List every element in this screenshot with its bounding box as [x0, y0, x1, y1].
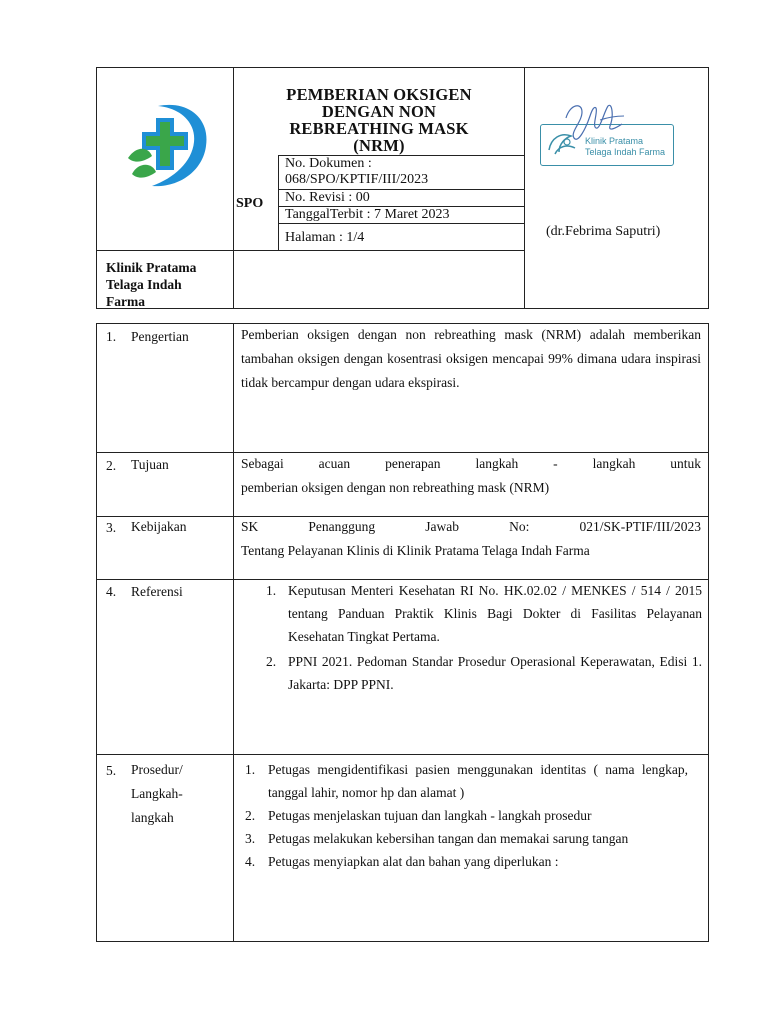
clinic-name-line: Telaga Indah — [106, 277, 182, 292]
list-item-number: 3. — [245, 831, 256, 846]
section-label-line: Prosedur/ — [131, 762, 183, 777]
procedure-list — [245, 758, 688, 873]
section-label-tujuan: Tujuan — [131, 457, 169, 472]
section-number: 2. — [106, 458, 117, 473]
section-label-referensi: Referensi — [131, 584, 183, 599]
section-text-pengertian: Pemberian oksigen dengan non rebreathing mask (NRM) adalah memberikan tambahan oksigen dengan kosentrasi oksigen mencapai 99% dimana udara inspirasi tidak bercampur dengan udara ekspirasi. — [241, 327, 701, 390]
section-label-line: langkah — [131, 810, 174, 825]
list-item-text: Keputusan Menteri Kesehatan RI No. HK.02.02 / MENKES / 514 / 2015 tentang Panduan Praktik Klinis Bagi Dokter di Fasilitas Pelayanan Kesehatan Tingkat Pertama. — [288, 583, 702, 644]
issue-date: TanggalTerbit : 7 Maret 2023 — [285, 207, 450, 222]
list-item-number: 1. — [266, 583, 277, 598]
section-label-line: Langkah- — [131, 786, 183, 801]
stamp-text-line: Klinik Pratama — [585, 136, 644, 146]
section-label-prosedur — [131, 758, 183, 830]
section-number: 1. — [106, 329, 117, 344]
section-text-kebijakan-line1: SK Penanggung Jawab No: 021/SK-PTIF/III/2023 — [241, 519, 701, 534]
page-number: Halaman : 1/4 — [285, 230, 365, 245]
section-number: 3. — [106, 520, 117, 535]
clinic-name — [106, 259, 196, 310]
list-item-number: 1. — [245, 762, 256, 777]
revision-number: No. Revisi : 00 — [285, 190, 370, 205]
section-number: 4. — [106, 584, 117, 599]
section-text-kebijakan-line2: Tentang Pelayanan Klinis di Klinik Pratama Telaga Indah Farma — [241, 543, 590, 558]
reference-list — [266, 579, 702, 696]
list-item-number: 4. — [245, 854, 256, 869]
section-label-kebijakan: Kebijakan — [131, 519, 187, 534]
clinic-name-line: Klinik Pratama — [106, 260, 197, 275]
list-item-text: PPNI 2021. Pedoman Standar Prosedur Operasional Keperawatan, Edisi 1. Jakarta: DPP PPNI. — [288, 654, 702, 692]
list-item — [245, 804, 688, 827]
list-item — [266, 579, 702, 648]
list-item-text: Petugas mengidentifikasi pasien menggunakan identitas ( nama lengkap, tanggal lahir, nomor hp dan alamat ) — [268, 762, 688, 800]
clinic-name-line: Farma — [106, 294, 145, 309]
doc-number-label: No. Dokumen : — [285, 156, 372, 171]
signer-name: (dr.Febrima Saputri) — [546, 224, 661, 239]
list-item-number: 2. — [245, 808, 256, 823]
list-item-text: Petugas menyiapkan alat dan bahan yang diperlukan : — [268, 854, 559, 869]
list-item-number: 2. — [266, 654, 277, 669]
spo-label: SPO — [236, 196, 264, 211]
list-item — [245, 850, 688, 873]
doc-number-value: 068/SPO/KPTIF/III/2023 — [285, 172, 429, 187]
list-item — [266, 650, 702, 696]
list-item-text: Petugas melakukan kebersihan tangan dan memakai sarung tangan — [268, 831, 629, 846]
section-number: 5. — [106, 763, 117, 778]
title-line: PEMBERIAN OKSIGEN — [286, 85, 472, 104]
section-label-pengertian: Pengertian — [131, 329, 189, 344]
clinic-logo — [118, 98, 210, 192]
title-line: REBREATHING MASK — [289, 119, 469, 138]
stamp-text-line: Telaga Indah Farma — [585, 147, 666, 157]
section-text-tujuan-line1: Sebagai acuan penerapan langkah - langkah untuk — [241, 456, 701, 471]
list-item — [245, 758, 688, 804]
title-line: (NRM) — [353, 136, 405, 155]
document-title — [234, 86, 524, 154]
list-item-text: Petugas menjelaskan tujuan dan langkah - langkah prosedur — [268, 808, 592, 823]
list-item — [245, 827, 688, 850]
section-text-tujuan-line2: pemberian oksigen dengan non rebreathing mask (NRM) — [241, 480, 550, 495]
signature — [560, 98, 630, 148]
title-line: DENGAN NON — [321, 102, 437, 121]
